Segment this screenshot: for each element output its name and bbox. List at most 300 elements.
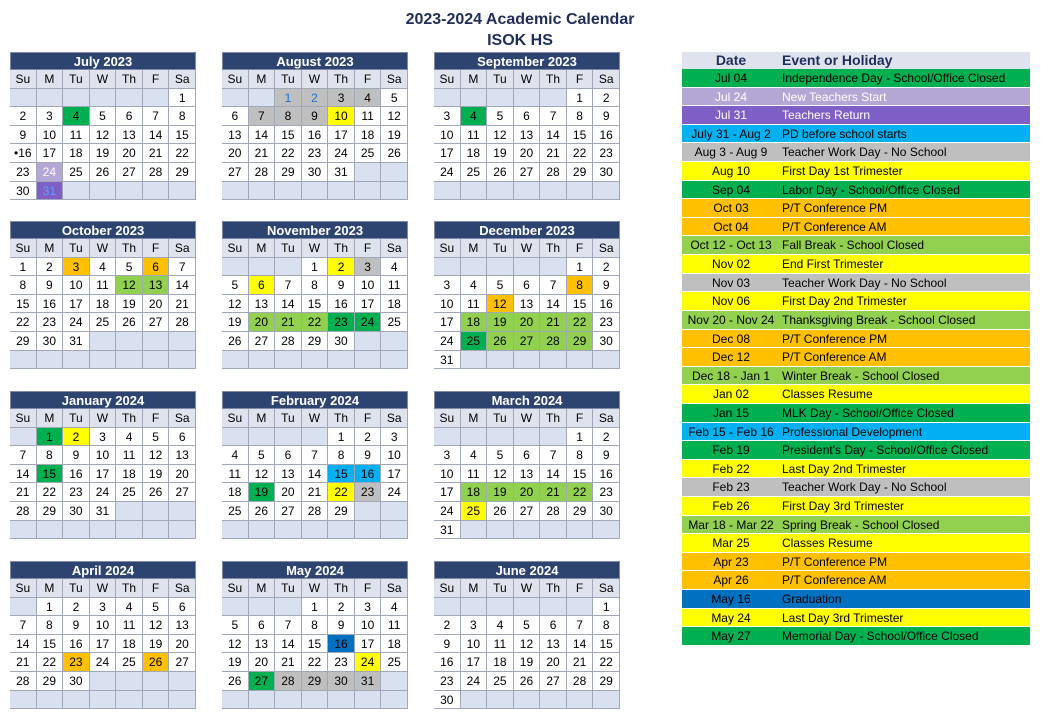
empty-cell	[381, 691, 408, 710]
day-cell: 9	[593, 446, 620, 465]
legend-event: Classes Resume	[782, 387, 873, 402]
day-cell: 2	[593, 428, 620, 447]
day-cell: 3	[381, 428, 408, 447]
legend-date: Apr 26	[713, 573, 749, 588]
month-title: April 2024	[10, 561, 196, 579]
day-cell: 12	[143, 446, 170, 465]
month-calendar	[434, 52, 620, 200]
weekday-label: Su	[10, 70, 37, 89]
empty-cell	[381, 672, 408, 691]
day-cell: 5	[487, 446, 514, 465]
empty-cell	[540, 89, 567, 108]
legend-event: Winter Break - School Closed	[782, 368, 940, 383]
day-cell: 30	[434, 691, 461, 710]
day-cell: 31	[63, 332, 90, 351]
day-cell: 21	[302, 483, 329, 502]
day-cell: 21	[275, 313, 302, 332]
month-day-grid	[434, 70, 620, 200]
day-cell: 26	[143, 483, 170, 502]
empty-cell	[143, 351, 170, 370]
weekday-label: Tu	[275, 70, 302, 89]
day-cell: 18	[116, 635, 143, 654]
empty-cell	[514, 182, 541, 201]
day-cell: 19	[116, 295, 143, 314]
legend-event: First Day 2nd Trimester	[782, 294, 907, 309]
empty-cell	[487, 691, 514, 710]
empty-cell	[514, 521, 541, 540]
day-cell: 14	[302, 465, 329, 484]
day-cell: 25	[461, 163, 488, 182]
empty-cell	[10, 521, 37, 540]
day-cell: 20	[249, 313, 276, 332]
legend-event: Labor Day - School/Office Closed	[782, 182, 960, 197]
month-title: August 2023	[222, 52, 408, 70]
day-cell: 5	[487, 107, 514, 126]
legend-row	[682, 218, 1030, 237]
empty-cell	[540, 258, 567, 277]
day-cell: 16	[593, 126, 620, 145]
day-cell: 31	[37, 182, 64, 201]
legend-row	[682, 292, 1030, 311]
weekday-label: Tu	[275, 239, 302, 258]
empty-cell	[37, 691, 64, 710]
day-cell: 19	[143, 465, 170, 484]
legend-event: First Day 3rd Trimester	[782, 499, 905, 514]
day-cell: 14	[540, 465, 567, 484]
day-cell: 9	[593, 107, 620, 126]
empty-cell	[10, 598, 37, 617]
day-cell: 19	[143, 635, 170, 654]
day-cell: 17	[63, 295, 90, 314]
day-cell: 30	[328, 672, 355, 691]
weekday-label: Sa	[593, 239, 620, 258]
weekday-label: F	[143, 239, 170, 258]
weekday-label: Sa	[381, 579, 408, 598]
empty-cell	[116, 89, 143, 108]
empty-cell	[487, 351, 514, 370]
weekday-label: Th	[540, 70, 567, 89]
day-cell: 29	[593, 672, 620, 691]
day-cell: 17	[434, 313, 461, 332]
day-cell: 4	[381, 258, 408, 277]
weekday-label: Su	[222, 70, 249, 89]
empty-cell	[567, 182, 594, 201]
day-cell: 15	[10, 295, 37, 314]
legend-date: Jan 02	[712, 387, 750, 402]
day-cell: 30	[63, 672, 90, 691]
day-cell: 25	[487, 672, 514, 691]
day-cell: 5	[222, 616, 249, 635]
day-cell: 7	[540, 107, 567, 126]
day-cell: 8	[169, 107, 196, 126]
day-cell: 15	[275, 126, 302, 145]
day-cell: 3	[434, 276, 461, 295]
empty-cell	[461, 258, 488, 277]
day-cell: 13	[540, 635, 567, 654]
legend-event: Teacher Work Day - No School	[782, 145, 947, 160]
day-cell: 23	[434, 672, 461, 691]
day-cell: 15	[567, 465, 594, 484]
legend-date: May 16	[711, 592, 751, 607]
day-cell: 20	[249, 653, 276, 672]
legend-event: Last Day 3rd Trimester	[782, 610, 904, 625]
weekday-label: F	[567, 239, 594, 258]
empty-cell	[143, 89, 170, 108]
legend-date: Jul 31	[714, 108, 748, 123]
empty-cell	[116, 691, 143, 710]
day-cell: 9	[63, 446, 90, 465]
day-cell: 27	[540, 672, 567, 691]
weekday-label: F	[143, 70, 170, 89]
legend-row	[682, 590, 1030, 609]
day-cell: 21	[10, 653, 37, 672]
weekday-label: W	[514, 70, 541, 89]
day-cell: 25	[116, 653, 143, 672]
month-calendar	[434, 561, 620, 709]
empty-cell	[302, 521, 329, 540]
day-cell: 18	[381, 635, 408, 654]
month-day-grid	[222, 409, 408, 539]
day-cell: 8	[593, 616, 620, 635]
day-cell: 27	[514, 163, 541, 182]
empty-cell	[63, 351, 90, 370]
empty-cell	[593, 521, 620, 540]
legend-event: End First Trimester	[782, 257, 884, 272]
day-cell: 22	[567, 483, 594, 502]
weekday-label: Sa	[169, 70, 196, 89]
empty-cell	[169, 521, 196, 540]
empty-cell	[355, 351, 382, 370]
weekday-label: W	[514, 239, 541, 258]
empty-cell	[275, 351, 302, 370]
empty-cell	[540, 428, 567, 447]
legend-row	[682, 404, 1030, 423]
empty-cell	[355, 163, 382, 182]
day-cell: 24	[355, 653, 382, 672]
empty-cell	[540, 691, 567, 710]
day-cell: 2	[328, 258, 355, 277]
day-cell: 8	[328, 446, 355, 465]
day-cell: 6	[514, 107, 541, 126]
day-cell: 7	[143, 107, 170, 126]
legend-header	[682, 52, 1030, 69]
day-cell: 26	[487, 332, 514, 351]
day-cell: 4	[487, 616, 514, 635]
day-cell: 14	[275, 635, 302, 654]
empty-cell	[143, 672, 170, 691]
day-cell: 29	[567, 332, 594, 351]
day-cell: 26	[222, 672, 249, 691]
day-cell: 9	[328, 616, 355, 635]
day-cell: 1	[567, 428, 594, 447]
day-cell: 16	[63, 465, 90, 484]
day-cell: 29	[169, 163, 196, 182]
day-cell: 3	[328, 89, 355, 108]
legend-row	[682, 162, 1030, 181]
day-cell: 1	[593, 598, 620, 617]
day-cell: 27	[514, 332, 541, 351]
day-cell: 12	[487, 126, 514, 145]
day-cell: 29	[567, 502, 594, 521]
month-calendar	[10, 561, 196, 709]
day-cell: 8	[37, 616, 64, 635]
day-cell: 9	[10, 126, 37, 145]
day-cell: 9	[593, 276, 620, 295]
day-cell: 24	[434, 332, 461, 351]
day-cell: 17	[37, 144, 64, 163]
day-cell: 21	[540, 144, 567, 163]
legend-row	[682, 88, 1030, 107]
day-cell: 8	[302, 616, 329, 635]
day-cell: 24	[355, 313, 382, 332]
day-cell: 29	[302, 332, 329, 351]
day-cell: 4	[461, 446, 488, 465]
day-cell: 22	[328, 483, 355, 502]
month-title: November 2023	[222, 221, 408, 239]
day-cell: 21	[567, 653, 594, 672]
legend-date: Oct 12 - Oct 13	[690, 238, 772, 253]
day-cell: 24	[461, 672, 488, 691]
day-cell: 3	[37, 107, 64, 126]
empty-cell	[275, 182, 302, 201]
empty-cell	[593, 691, 620, 710]
day-cell: 18	[63, 144, 90, 163]
empty-cell	[540, 182, 567, 201]
day-cell: 17	[355, 635, 382, 654]
day-cell: 13	[169, 616, 196, 635]
day-cell: 28	[275, 672, 302, 691]
legend-row	[682, 311, 1030, 330]
day-cell: 5	[222, 276, 249, 295]
day-cell: 13	[222, 126, 249, 145]
day-cell: 21	[10, 483, 37, 502]
month-calendar	[222, 391, 408, 539]
day-cell: 4	[381, 598, 408, 617]
legend-date: May 27	[711, 629, 751, 644]
month-title: May 2024	[222, 561, 408, 579]
legend-event: President's Day - School/Office Closed	[782, 443, 989, 458]
day-cell: 7	[275, 616, 302, 635]
legend-event: Teachers Return	[782, 108, 871, 123]
day-cell: 21	[143, 144, 170, 163]
empty-cell	[461, 351, 488, 370]
day-cell: 1	[37, 598, 64, 617]
day-cell: 9	[63, 616, 90, 635]
day-cell: 10	[434, 465, 461, 484]
empty-cell	[275, 521, 302, 540]
empty-cell	[90, 351, 117, 370]
legend-row	[682, 516, 1030, 535]
day-cell: 17	[434, 483, 461, 502]
day-cell: 11	[461, 465, 488, 484]
legend-event: P/T Conference PM	[782, 201, 888, 216]
month-day-grid	[222, 70, 408, 200]
weekday-label: Sa	[593, 70, 620, 89]
day-cell: 26	[116, 313, 143, 332]
day-cell: 10	[63, 276, 90, 295]
day-cell: 23	[63, 653, 90, 672]
empty-cell	[222, 428, 249, 447]
legend-row	[682, 274, 1030, 293]
day-cell: 14	[567, 635, 594, 654]
weekday-label: Tu	[63, 579, 90, 598]
day-cell: 28	[169, 313, 196, 332]
day-cell: 27	[143, 313, 170, 332]
empty-cell	[90, 521, 117, 540]
weekday-label: Su	[222, 409, 249, 428]
legend-date: Feb 19	[712, 443, 750, 458]
day-cell: 11	[222, 465, 249, 484]
day-cell: 30	[328, 332, 355, 351]
day-cell: 19	[487, 313, 514, 332]
day-cell: 1	[275, 89, 302, 108]
empty-cell	[461, 89, 488, 108]
empty-cell	[90, 672, 117, 691]
day-cell: 12	[143, 616, 170, 635]
day-cell: 23	[355, 483, 382, 502]
day-cell: 30	[37, 332, 64, 351]
day-cell: 7	[169, 258, 196, 277]
month-day-grid	[10, 239, 196, 369]
day-cell: 9	[355, 446, 382, 465]
day-cell: 3	[434, 446, 461, 465]
day-cell: 10	[434, 126, 461, 145]
weekday-label: W	[302, 239, 329, 258]
day-cell: 7	[567, 616, 594, 635]
weekday-label: Sa	[381, 70, 408, 89]
day-cell: 2	[302, 89, 329, 108]
day-cell: 19	[222, 313, 249, 332]
day-cell: 10	[461, 635, 488, 654]
day-cell: 25	[381, 653, 408, 672]
day-cell: 9	[434, 635, 461, 654]
day-cell: 18	[461, 313, 488, 332]
empty-cell	[514, 598, 541, 617]
day-cell: 14	[540, 295, 567, 314]
day-cell: 25	[63, 163, 90, 182]
day-cell: 16	[302, 126, 329, 145]
day-cell: 19	[381, 126, 408, 145]
page-title: 2023-2024 Academic Calendar	[405, 11, 635, 28]
weekday-label: Th	[328, 239, 355, 258]
weekday-label: Tu	[487, 70, 514, 89]
empty-cell	[116, 332, 143, 351]
empty-cell	[90, 332, 117, 351]
month-day-grid	[222, 239, 408, 369]
day-cell: 6	[249, 276, 276, 295]
day-cell: 17	[90, 635, 117, 654]
legend-row	[682, 441, 1030, 460]
day-cell: 15	[328, 465, 355, 484]
legend-row	[682, 460, 1030, 479]
weekday-label: Sa	[381, 239, 408, 258]
empty-cell	[328, 182, 355, 201]
day-cell: 21	[540, 483, 567, 502]
day-cell: 30	[593, 163, 620, 182]
day-cell: 28	[10, 672, 37, 691]
empty-cell	[540, 598, 567, 617]
weekday-label: F	[567, 70, 594, 89]
day-cell: 9	[302, 107, 329, 126]
month-title: December 2023	[434, 221, 620, 239]
day-cell: 4	[90, 258, 117, 277]
day-cell: 4	[222, 446, 249, 465]
day-cell: 13	[143, 276, 170, 295]
day-cell: 23	[328, 313, 355, 332]
day-cell: 30	[302, 163, 329, 182]
day-cell: 16	[328, 635, 355, 654]
empty-cell	[434, 428, 461, 447]
day-cell: 16	[37, 295, 64, 314]
weekday-label: Th	[540, 409, 567, 428]
day-cell: 27	[222, 163, 249, 182]
empty-cell	[169, 502, 196, 521]
empty-cell	[249, 521, 276, 540]
day-cell: 19	[514, 653, 541, 672]
weekday-label: Sa	[381, 409, 408, 428]
day-cell: 11	[116, 446, 143, 465]
empty-cell	[540, 521, 567, 540]
empty-cell	[249, 428, 276, 447]
day-cell: 16	[434, 653, 461, 672]
legend-row	[682, 385, 1030, 404]
empty-cell	[434, 182, 461, 201]
day-cell: 26	[249, 502, 276, 521]
day-cell: 25	[355, 144, 382, 163]
legend-date: Apr 23	[713, 554, 749, 569]
day-cell: 11	[355, 107, 382, 126]
day-cell: 12	[381, 107, 408, 126]
day-cell: 10	[90, 616, 117, 635]
day-cell: 20	[143, 295, 170, 314]
day-cell: 10	[90, 446, 117, 465]
day-cell: 2	[10, 107, 37, 126]
day-cell: 20	[514, 313, 541, 332]
day-cell: 22	[37, 483, 64, 502]
day-cell: 3	[355, 598, 382, 617]
weekday-label: W	[90, 409, 117, 428]
day-cell: 28	[275, 332, 302, 351]
day-cell: 6	[169, 598, 196, 617]
day-cell: 1	[302, 258, 329, 277]
empty-cell	[116, 521, 143, 540]
day-cell: 2	[37, 258, 64, 277]
day-cell: 23	[593, 483, 620, 502]
month-day-grid	[434, 579, 620, 709]
legend-row	[682, 199, 1030, 218]
weekday-label: Sa	[593, 579, 620, 598]
empty-cell	[434, 258, 461, 277]
empty-cell	[116, 182, 143, 201]
day-cell: 27	[275, 502, 302, 521]
empty-cell	[381, 182, 408, 201]
day-cell: 2	[63, 598, 90, 617]
weekday-label: Tu	[487, 409, 514, 428]
legend-row	[682, 497, 1030, 516]
empty-cell	[249, 598, 276, 617]
day-cell: 18	[461, 144, 488, 163]
legend-date: Jul 04	[714, 71, 748, 85]
empty-cell	[487, 521, 514, 540]
weekday-label: Su	[434, 409, 461, 428]
day-cell: 6	[514, 276, 541, 295]
day-cell: 26	[381, 144, 408, 163]
empty-cell	[116, 351, 143, 370]
empty-cell	[222, 182, 249, 201]
legend-date: Nov 06	[711, 294, 751, 309]
day-cell: 2	[434, 616, 461, 635]
weekday-label: Tu	[487, 239, 514, 258]
